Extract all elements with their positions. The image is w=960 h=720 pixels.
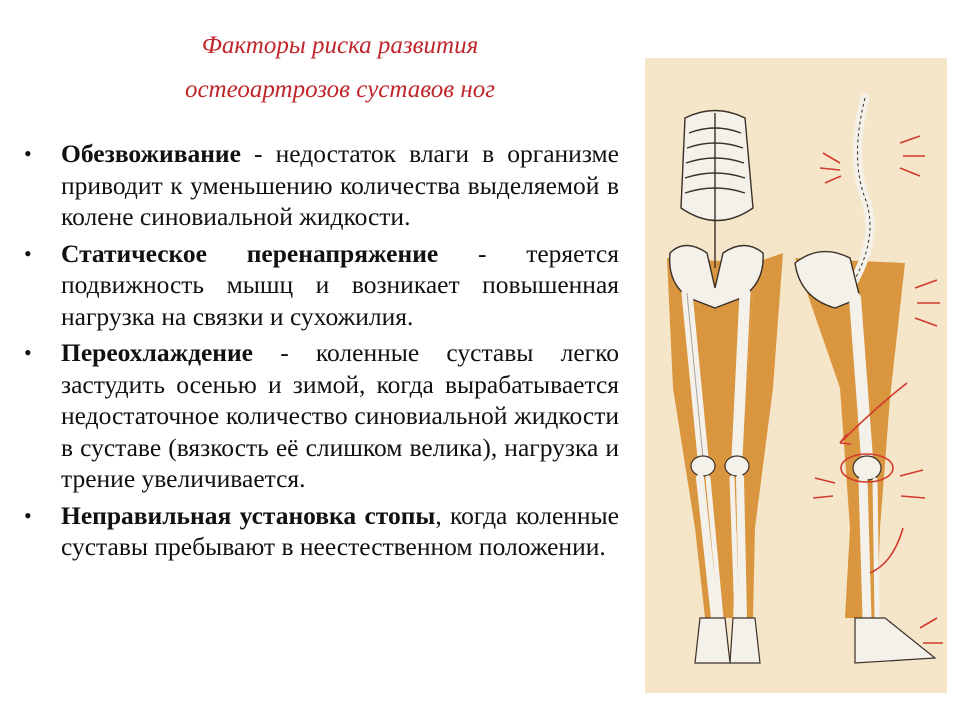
list-item-dehydration <box>24 138 619 233</box>
pain-mark-foot <box>920 618 943 643</box>
title-line-1: Факторы риска развития <box>201 32 479 59</box>
slide-title <box>130 24 550 112</box>
skeleton-legs-illustration <box>645 58 947 693</box>
list-item-hypothermia <box>24 337 619 495</box>
risk-factor-list <box>24 138 619 568</box>
item-text: - коленные суставы легко застудить осенью и зимой, когда вырабатывается недостаточное количество синовиальной жидкости в суставе (вязкость её слишком велика), нагрузка и трение увеличивается. <box>61 338 619 493</box>
side-view-skeleton <box>795 98 943 663</box>
item-term: Обезвоживание <box>61 139 241 168</box>
pain-mark-hip <box>915 280 940 326</box>
bullet-icon: • <box>24 141 32 166</box>
item-text: - теряется подвижность мышц и возникает повышенная нагрузка на связки и сухожилия. <box>61 238 619 331</box>
list-item-static-overstrain <box>24 238 619 333</box>
front-view-skeleton <box>667 111 783 664</box>
list-item-foot-position <box>24 500 619 563</box>
item-term: Переохлаждение <box>61 338 253 367</box>
item-term: Статическое перенапряжение <box>61 238 439 268</box>
item-term: Неправильная установка стопы <box>61 500 436 530</box>
bullet-icon: • <box>24 502 32 528</box>
pain-mark-back <box>820 136 925 183</box>
bullet-icon: • <box>24 240 32 266</box>
skeleton-legs-icon <box>645 58 947 693</box>
item-text: , когда коленные суставы пребывают в неестественном положении. <box>61 500 620 561</box>
item-text: - недостаток влаги в организме приводит к уменьшению количества выделяемой в колене синовиальной жидкости. <box>61 139 619 231</box>
bullet-icon: • <box>24 340 32 365</box>
title-line-2: остеоартрозов суставов ног <box>184 76 496 103</box>
